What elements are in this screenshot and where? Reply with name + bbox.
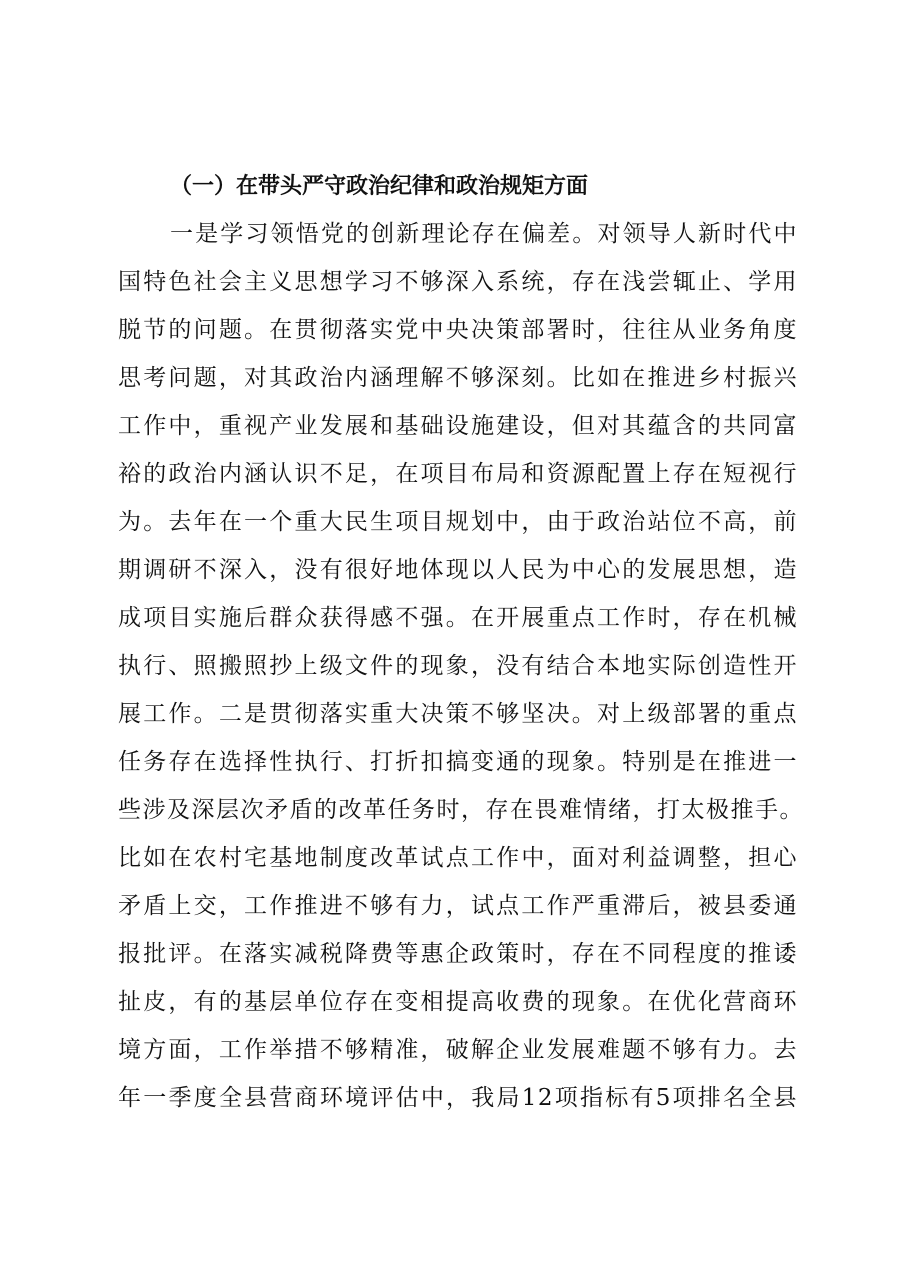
- paragraph-line: 思考问题，对其政治内涵理解不够深刻。比如在推进乡村振兴: [118, 365, 798, 391]
- paragraph-line: 脱节的问题。在贯彻落实党中央决策部署时，往往从业务角度: [118, 317, 798, 343]
- paragraph-line: 成项目实施后群众获得感不强。在开展重点工作时，存在机械: [118, 605, 798, 631]
- paragraph-line: 国特色社会主义思想学习不够深入系统，存在浅尝辄止、学用: [118, 269, 798, 295]
- paragraph-line: 任务存在选择性执行、打折扣搞变通的现象。特别是在推进一: [118, 749, 798, 775]
- paragraph-line: 展工作。二是贯彻落实重大决策不够坚决。对上级部署的重点: [118, 701, 798, 727]
- paragraph-line: 境方面，工作举措不够精准，破解企业发展难题不够有力。去: [118, 1037, 798, 1063]
- paragraph-line: 一是学习领悟党的创新理论存在偏差。对领导人新时代中: [170, 221, 798, 247]
- paragraph-line: 年一季度全县营商环境评估中，我局12项指标有5项排名全县: [118, 1085, 798, 1111]
- paragraph-line: 裕的政治内涵认识不足，在项目布局和资源配置上存在短视行: [118, 461, 798, 487]
- paragraph-line: 期调研不深入，没有很好地体现以人民为中心的发展思想，造: [118, 557, 798, 583]
- paragraph-line: 为。去年在一个重大民生项目规划中，由于政治站位不高，前: [118, 509, 798, 535]
- paragraph-line: 扯皮，有的基层单位存在变相提高收费的现象。在优化营商环: [118, 989, 798, 1015]
- paragraph-line: 报批评。在落实减税降费等惠企政策时，存在不同程度的推诿: [118, 941, 798, 967]
- paragraph-line: 些涉及深层次矛盾的改革任务时，存在畏难情绪，打太极推手。: [118, 797, 804, 823]
- section-heading: （一）在带头严守政治纪律和政治规矩方面: [170, 173, 589, 199]
- paragraph-line: 比如在农村宅基地制度改革试点工作中，面对利益调整，担心: [118, 845, 798, 871]
- paragraph-line: 矛盾上交，工作推进不够有力，试点工作严重滞后，被县委通: [118, 893, 798, 919]
- paragraph-line: 执行、照搬照抄上级文件的现象，没有结合本地实际创造性开: [118, 653, 798, 679]
- paragraph-line: 工作中，重视产业发展和基础设施建设，但对其蕴含的共同富: [118, 413, 798, 439]
